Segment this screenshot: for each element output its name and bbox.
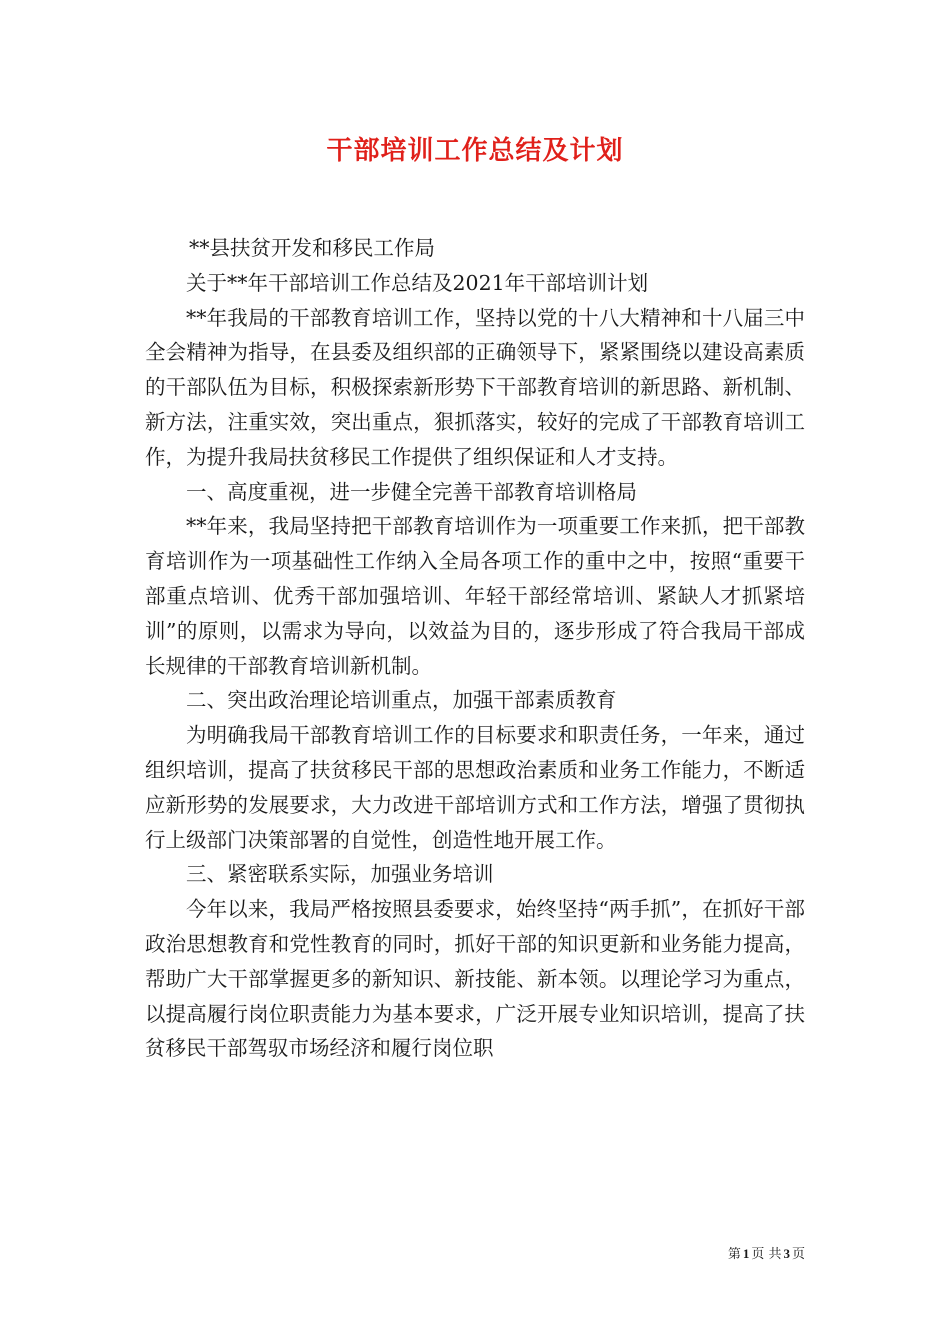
body-paragraph: 为明确我局干部教育培训工作的目标要求和职责任务，一年来，通过组织培训，提高了扶贫移民干部的思想政治素质和业务工作能力，不断适应新形势的发展要求，大力改进干部培训方式和工作方法，增强了贯彻执行上级部门决策部署的自觉性，创造性地开展工作。	[145, 723, 805, 852]
body-paragraph: **年我局的干部教育培训工作，坚持以党的十八大精神和十八届三中全会精神为指导，在县委及组织部的正确领导下，紧紧围绕以建设高素质的干部队伍为目标，积极探索新形势下干部教育培训的新思路、新机制、新方法，注重实效，突出重点，狠抓落实，较好的完成了干部教育培训工作，为提升我局扶贫移民工作提供了组织保证和人才支持。	[145, 305, 805, 469]
document-title: 干部培训工作总结及计划	[326, 136, 624, 166]
issuer-line: **县扶贫开发和移民工作局	[189, 236, 435, 260]
page-number-footer	[728, 1246, 805, 1263]
current-page-number: 1	[742, 1246, 750, 1261]
footer-suffix: 页	[791, 1247, 805, 1262]
section-heading: 三、紧密联系实际，加强业务培训	[186, 862, 494, 887]
section-heading: 一、高度重视，进一步健全完善干部教育培训格局	[186, 479, 637, 504]
document-body	[145, 231, 805, 1066]
total-pages-number: 3	[783, 1246, 790, 1261]
footer-middle: 页 共	[751, 1247, 782, 1262]
section-heading: 二、突出政治理论培训重点，加强干部素质教育	[186, 688, 617, 713]
body-paragraph: 今年以来，我局严格按照县委要求，始终坚持“两手抓”，在抓好干部政治思想教育和党性教育的同时，抓好干部的知识更新和业务能力提高，帮助广大干部掌握更多的新知识、新技能、新本领。以理论学习为重点，以提高履行岗位职责能力为基本要求，广泛开展专业知识培训，提高了扶贫移民干部驾驭市场经济和履行岗位职	[145, 897, 805, 1061]
footer-prefix: 第	[727, 1247, 741, 1262]
body-paragraph: **年来，我局坚持把干部教育培训作为一项重要工作来抓，把干部教育培训作为一项基础性工作纳入全局各项工作的重中之中，按照“重要干部重点培训、优秀干部加强培训、年轻干部经常培训、紧缺人才抓紧培训”的原则，以需求为导向，以效益为目的，逐步形成了符合我局干部成长规律的干部教育培训新机制。	[145, 514, 805, 678]
subject-line: 关于**年干部培训工作总结及2021年干部培训计划	[186, 270, 649, 295]
